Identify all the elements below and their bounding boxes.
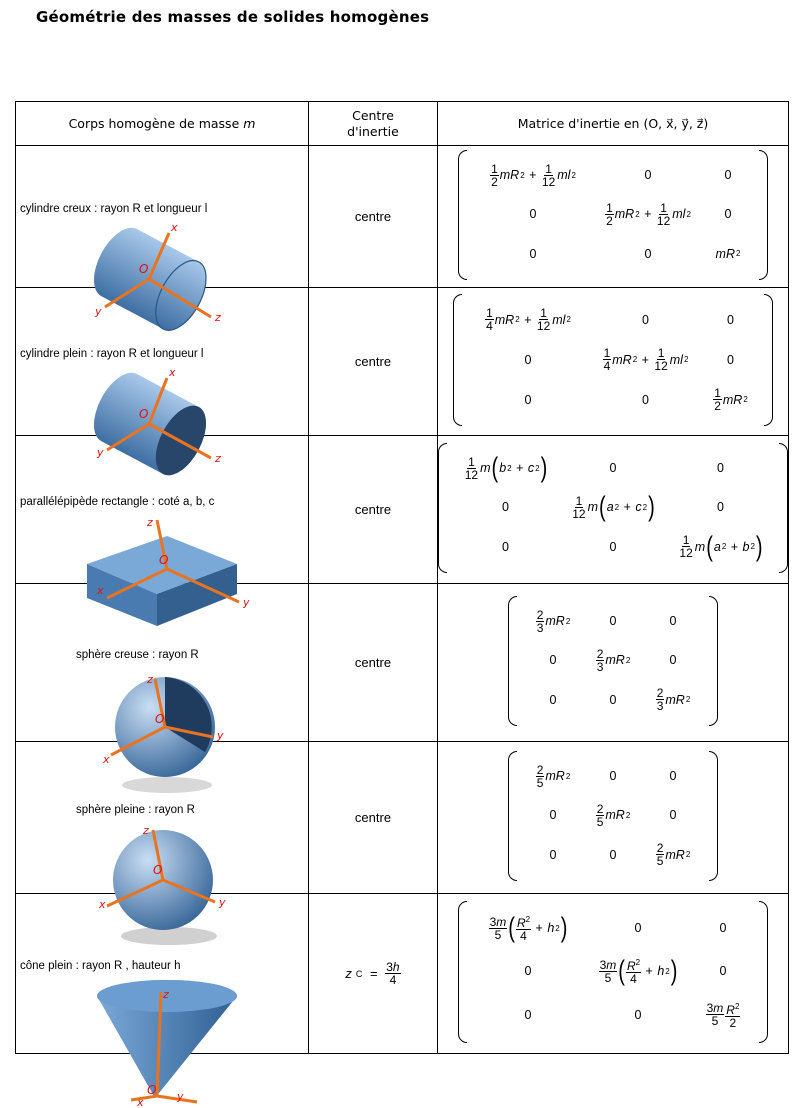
- svg-text:x: x: [97, 583, 104, 597]
- inertia-matrix: [508, 596, 718, 726]
- matrix-entry-33: $\frac{2}{5}$ mR 2: [656, 841, 691, 869]
- body-caption: cône plein : rayon R , hauteur h: [20, 959, 181, 972]
- matrix-entry-13: 0: [717, 461, 724, 476]
- table-row: [16, 146, 789, 288]
- inertia-matrix: [508, 751, 718, 881]
- matrix-entry-21: 0: [549, 653, 557, 668]
- matrix-entry-31: 0: [524, 1007, 532, 1022]
- matrix-cell: [438, 146, 789, 288]
- body-cell: [16, 146, 309, 324]
- matrix-entry-23: 0: [719, 964, 727, 979]
- header-body-label: Corps homogène de masse: [68, 116, 240, 131]
- table-row: [16, 436, 789, 584]
- inertia-matrix: [438, 443, 788, 573]
- matrix-entry-23: 0: [669, 808, 677, 823]
- matrix-entry-33: $\frac{3m}{5}$ $\frac{R^2}{2}$: [706, 1001, 740, 1030]
- table-header-row: [16, 102, 789, 146]
- table-row: [16, 742, 789, 894]
- centre-cell: centre: [309, 436, 438, 584]
- matrix-entry-12: 0: [634, 921, 642, 936]
- matrix-entry-11: $\frac{2}{5}$ mR 2: [536, 762, 571, 790]
- body-cell: [16, 742, 309, 911]
- table-row: [16, 894, 789, 1054]
- centre-cell: centre: [309, 742, 438, 894]
- matrix-entry-23: 0: [724, 207, 732, 222]
- header-body-var: m: [243, 116, 256, 131]
- matrix-entry-22: $\frac{2}{3}$ mR 2: [596, 646, 631, 674]
- svg-text:y: y: [177, 1089, 184, 1103]
- svg-text:O: O: [139, 406, 149, 421]
- inertia-matrix: [453, 294, 773, 426]
- svg-text:x: x: [171, 220, 178, 234]
- matrix-entry-12: 0: [642, 312, 649, 327]
- matrix-entry-12: 0: [609, 461, 617, 476]
- matrix-cell: [438, 742, 789, 894]
- svg-text:z: z: [147, 672, 153, 686]
- matrix-cell: [438, 894, 789, 1054]
- matrix-entry-11: $\frac{3m}{5}$ ( $\frac{R^2}{4}$ + h 2 ): [489, 912, 568, 944]
- body-caption: parallélépipède rectangle : coté a, b, c: [20, 495, 215, 508]
- matrix-entry-21: 0: [529, 207, 537, 222]
- matrix-entry-33: $\frac{1}{2}$ mR 2: [714, 386, 748, 413]
- matrix-entry-21: 0: [502, 500, 509, 515]
- matrix-cell: [438, 288, 789, 436]
- matrix-entry-13: 0: [669, 769, 677, 784]
- matrix-entry-31: 0: [549, 847, 557, 862]
- matrix-entry-22: $\frac{1}{4}$ mR 2 + $\frac{1}{12}$ ml 2: [603, 346, 689, 373]
- svg-text:O: O: [147, 1082, 157, 1097]
- matrix-entry-32: 0: [644, 246, 652, 261]
- body-caption: cylindre plein : rayon R et longueur l: [20, 347, 204, 360]
- matrix-entry-23: 0: [727, 352, 734, 367]
- inertia-matrix: [458, 901, 768, 1043]
- matrix-entry-12: 0: [644, 168, 652, 183]
- matrix-entry-32: 0: [634, 1007, 642, 1022]
- centre-cell: centre: [309, 146, 438, 288]
- matrix-entry-11: $\frac{1}{12}$ m ( b 2 + c 2 ): [464, 452, 548, 484]
- cone-illustration: [77, 978, 247, 1108]
- matrix-entry-12: 0: [609, 769, 617, 784]
- body-caption: sphère pleine : rayon R: [76, 803, 195, 816]
- inertia-table: [15, 101, 789, 1108]
- header-centre-line2: d'inertie: [347, 123, 399, 139]
- matrix-entry-13: 0: [727, 312, 734, 327]
- svg-text:z: z: [215, 451, 221, 465]
- matrix-entry-13: 0: [669, 614, 677, 629]
- matrix-entry-33: $\frac{2}{3}$ mR 2: [656, 686, 691, 714]
- body-cell: [16, 584, 309, 766]
- svg-text:y: y: [217, 728, 224, 742]
- svg-text:x: x: [137, 1095, 144, 1108]
- body-caption: sphère creuse : rayon R: [76, 648, 199, 661]
- matrix-cell: [438, 584, 789, 742]
- matrix-entry-31: 0: [502, 539, 509, 554]
- table-row: [16, 288, 789, 436]
- matrix-entry-11: $\frac{2}{3}$ mR 2: [536, 607, 571, 635]
- matrix-entry-22: $\frac{1}{2}$ mR 2 + $\frac{1}{12}$ ml 2: [606, 200, 691, 228]
- inertia-matrix: [458, 150, 768, 280]
- matrix-entry-31: 0: [524, 392, 532, 407]
- body-caption: cylindre creux : rayon R et longueur l: [20, 202, 208, 215]
- centre-cell: centre: [309, 288, 438, 436]
- matrix-entry-33: $\frac{1}{12}$ m ( a 2 + b 2 ): [679, 531, 763, 563]
- matrix-entry-21: 0: [549, 808, 557, 823]
- matrix-entry-33: mR 2: [715, 246, 741, 261]
- page-title: Géométrie des masses de solides homogènes: [36, 8, 430, 26]
- matrix-entry-22: $\frac{2}{5}$ mR 2: [596, 801, 631, 829]
- table-row: [16, 584, 789, 742]
- body-cell: [16, 894, 309, 1108]
- centre-cell: [309, 894, 438, 1054]
- matrix-entry-32: 0: [609, 692, 617, 707]
- svg-text:x: x: [169, 365, 176, 379]
- body-cell: [16, 288, 309, 465]
- matrix-entry-11: $\frac{1}{4}$ mR 2 + $\frac{1}{12}$ ml 2: [486, 306, 571, 333]
- matrix-entry-13: 0: [719, 921, 727, 936]
- svg-text:z: z: [215, 310, 221, 324]
- matrix-entry-32: 0: [609, 847, 617, 862]
- svg-text:O: O: [155, 711, 165, 726]
- svg-text:z: z: [163, 987, 169, 1001]
- matrix-entry-32: 0: [642, 392, 649, 407]
- header-body: [16, 102, 309, 146]
- matrix-entry-13: 0: [724, 168, 732, 183]
- matrix-entry-22: $\frac{1}{12}$ m ( a 2 + c 2 ): [572, 492, 655, 523]
- body-cell: [16, 436, 309, 609]
- svg-text:y: y: [97, 445, 104, 459]
- svg-text:y: y: [243, 595, 250, 609]
- matrix-entry-11: $\frac{1}{2}$ mR 2 + $\frac{1}{12}$ ml 2: [491, 161, 576, 189]
- svg-text:z: z: [143, 823, 149, 837]
- header-centre: [309, 102, 438, 146]
- svg-text:y: y: [219, 895, 226, 909]
- matrix-cell: [438, 436, 789, 584]
- matrix-entry-31: 0: [549, 692, 557, 707]
- svg-text:x: x: [99, 897, 106, 911]
- svg-text:x: x: [103, 752, 110, 766]
- centre-formula: z C = $\frac{3h}{4}$: [345, 960, 400, 987]
- matrix-entry-21: 0: [524, 964, 532, 979]
- matrix-entry-23: 0: [669, 653, 677, 668]
- svg-text:O: O: [153, 862, 163, 877]
- svg-text:O: O: [139, 261, 149, 276]
- matrix-entry-21: 0: [524, 352, 532, 367]
- matrix-entry-32: 0: [609, 539, 617, 554]
- centre-cell: centre: [309, 584, 438, 742]
- matrix-entry-31: 0: [529, 246, 537, 261]
- svg-text:O: O: [159, 552, 169, 567]
- matrix-entry-12: 0: [609, 614, 617, 629]
- matrix-entry-23: 0: [717, 500, 724, 515]
- svg-text:y: y: [95, 304, 102, 318]
- header-centre-line1: Centre: [352, 107, 394, 123]
- svg-text:z: z: [147, 515, 153, 529]
- header-matrix: Matrice d'inertie en (O, x⃗, y⃗, z⃗): [438, 102, 789, 146]
- matrix-entry-22: $\frac{3m}{5}$ ( $\frac{R^2}{4}$ + h 2 ): [599, 956, 678, 987]
